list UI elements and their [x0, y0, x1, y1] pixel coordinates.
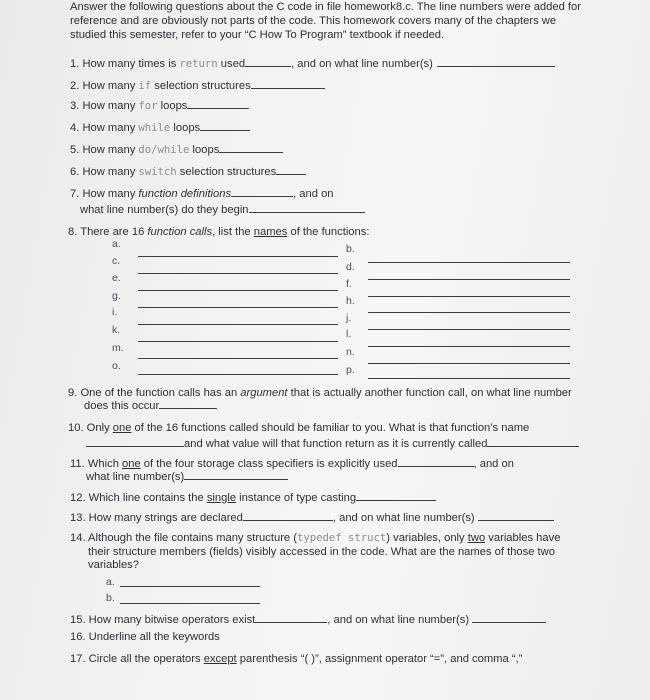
answer-blank[interactable]: [219, 142, 283, 153]
question-7-cont: what line number(s) do they begin: [80, 202, 365, 217]
question-3: 3. How many for loops: [70, 98, 249, 113]
answer-blank[interactable]: [138, 341, 338, 342]
answer-blank[interactable]: [138, 324, 338, 325]
answer-blank[interactable]: [159, 398, 217, 409]
q14-letter-a: a.: [106, 576, 115, 588]
question-1: 1. How many times is return used , and on what line number(s): [70, 56, 555, 71]
q8-letter-a: a.: [112, 238, 121, 250]
answer-blank[interactable]: [86, 436, 184, 447]
answer-blank[interactable]: [251, 78, 325, 89]
question-16: 16. Underline all the keywords: [70, 631, 220, 643]
question-11: 11. Which one of the four storage class specifiers is explicitly used , and on: [70, 458, 514, 470]
q8-letter-p: p.: [346, 364, 355, 376]
question-11-cont: what line number(s): [86, 469, 288, 484]
answer-blank[interactable]: [138, 273, 338, 274]
answer-blank[interactable]: [472, 612, 546, 623]
q8-letter-o: o.: [112, 360, 121, 372]
question-2: 2. How many if selection structures: [70, 78, 325, 93]
q8-letter-i: i.: [112, 306, 118, 318]
q8-letter-k: k.: [112, 324, 121, 336]
question-10-cont: and what value will that function return as it is currently called: [86, 436, 579, 451]
answer-blank[interactable]: [138, 290, 338, 291]
question-17: 17. Circle all the operators except parenthesis “( )”, assignment operator “=”, and comma “,”: [70, 653, 523, 665]
answer-blank[interactable]: [368, 279, 570, 280]
intro-line-3: studied this semester, refer to your “C How To Program” textbook if needed.: [70, 29, 445, 41]
answer-blank[interactable]: [243, 510, 333, 521]
q8-letter-j: j.: [346, 312, 352, 324]
question-6: 6. How many switch selection structures: [70, 164, 306, 179]
answer-blank[interactable]: [245, 56, 291, 67]
q8-letter-c: c.: [112, 255, 121, 267]
answer-blank[interactable]: [398, 456, 474, 467]
answer-blank[interactable]: [255, 612, 327, 623]
q8-letter-b: b.: [346, 243, 355, 255]
answer-blank[interactable]: [276, 164, 306, 175]
q14-letter-b: b.: [106, 592, 115, 604]
q8-letter-g: g.: [112, 290, 121, 302]
question-10: 10. Only one of the 16 functions called should be familiar to you. What is that function’s name: [68, 422, 530, 434]
answer-blank[interactable]: [138, 358, 338, 359]
question-9: 9. One of the function calls has an argument that is actually another function call, on what line number: [68, 387, 572, 399]
answer-blank[interactable]: [138, 307, 338, 308]
answer-blank[interactable]: [437, 56, 555, 67]
answer-blank[interactable]: [368, 262, 570, 263]
answer-blank[interactable]: [200, 120, 250, 131]
answer-blank[interactable]: [249, 202, 365, 213]
answer-blank[interactable]: [231, 186, 293, 197]
question-14-cont-1: their structure members (fields) visibly accessed in the code. What are the names of those two: [88, 546, 555, 558]
answer-blank[interactable]: [138, 374, 338, 375]
q8-letter-h: h.: [346, 295, 355, 307]
q8-letter-e: e.: [112, 272, 121, 284]
intro-line-2: reference and are obviously not parts of the code. This homework covers many of the chapters we: [70, 15, 557, 27]
q8-letter-m: m.: [112, 342, 124, 354]
answer-blank[interactable]: [368, 312, 570, 313]
question-4: 4. How many while loops: [70, 120, 250, 135]
question-9-cont: does this occur: [84, 398, 217, 413]
answer-blank[interactable]: [187, 98, 249, 109]
answer-blank[interactable]: [368, 378, 570, 379]
question-8: 8. There are 16 function calls, list the names of the functions:: [68, 226, 370, 238]
answer-blank[interactable]: [487, 436, 579, 447]
answer-blank[interactable]: [138, 256, 338, 257]
answer-blank[interactable]: [184, 469, 288, 480]
answer-blank[interactable]: [368, 346, 570, 347]
question-7: 7. How many function definitions , and on: [70, 188, 334, 200]
question-15: 15. How many bitwise operators exist , and on what line number(s): [70, 612, 546, 627]
answer-blank[interactable]: [368, 329, 570, 330]
answer-blank[interactable]: [368, 296, 570, 297]
q8-letter-f: f.: [346, 278, 352, 290]
answer-blank[interactable]: [368, 363, 570, 364]
question-5: 5. How many do/while loops: [70, 142, 283, 157]
answer-blank[interactable]: [120, 603, 260, 604]
question-12: 12. Which line contains the single instance of type casting: [70, 490, 436, 505]
question-14: 14. Although the file contains many structure (typedef struct) variables, only two variables have: [70, 532, 561, 544]
question-13: 13. How many strings are declared , and on what line number(s): [70, 510, 554, 525]
question-14-cont-2: variables?: [88, 559, 139, 571]
answer-blank[interactable]: [356, 490, 436, 501]
intro-line-1: Answer the following questions about the C code in file homework8.c. The line numbers were added for: [70, 1, 581, 13]
q8-letter-d: d.: [346, 261, 355, 273]
q8-letter-l: l.: [346, 328, 352, 340]
answer-blank[interactable]: [478, 510, 554, 521]
answer-blank[interactable]: [120, 586, 260, 587]
q8-letter-n: n.: [346, 346, 355, 358]
